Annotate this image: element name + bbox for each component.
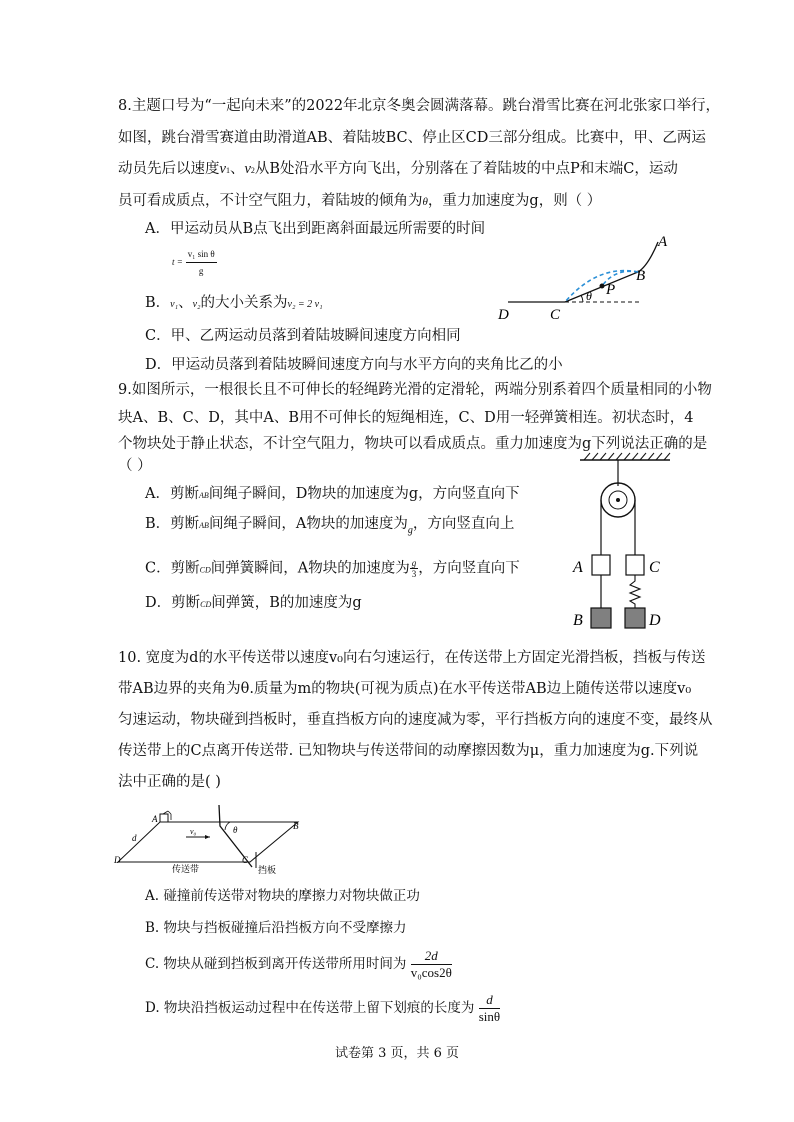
- q8-option-a-formula: t = $\frac{\text{v₁ sin θ}}{g}$: [172, 246, 217, 279]
- q9-line2: 块A、B、C、D，其中A、B用不可伸长的短绳相连，C、D用一轻弹簧相连。初状态时，4: [118, 410, 694, 426]
- label-C: C: [242, 855, 249, 865]
- ski-jump-diagram: [490, 228, 690, 326]
- q8-line2: 如图，跳台滑雪赛道由助滑道AB、着陆坡BC、停止区CD三部分组成。比赛中，甲、乙两运: [118, 130, 706, 146]
- q9-line3: 个物块处于静止状态，不计空气阻力，物块可以看成质点。重力加速度为g下列说法正确的是: [118, 436, 708, 452]
- q10-option-b: B. 物块与挡板碰撞后沿挡板方向不受摩擦力: [145, 920, 407, 936]
- q9-line4: （ ）: [118, 458, 152, 474]
- label-P: P: [606, 282, 616, 298]
- label-B: B: [293, 821, 299, 831]
- pulley-diagram: [560, 448, 690, 638]
- label-v0: v₀: [190, 827, 197, 836]
- q10-line2: 带AB边界的夹角为θ.质量为m的物块(可视为质点)在水平传送带AB边上随传送带以速度v₀: [118, 681, 692, 697]
- label-baffle: 挡板: [258, 865, 277, 875]
- conveyor-belt-diagram: [110, 800, 310, 878]
- label-d: d: [132, 833, 137, 843]
- label-B: B: [636, 268, 646, 284]
- label-theta: θ: [233, 825, 238, 835]
- q10-line3: 匀速运动，物块碰到挡板时，垂直挡板方向的速度减为零，平行挡板方向的速度不变，最终从: [118, 712, 713, 728]
- q8-line4: 员可看成质点，不计空气阻力，着陆坡的倾角为θ，重力加速度为g，则（ ）: [118, 193, 602, 209]
- q8-option-b: B．v₁、v₂的大小关系为v₂ = 2 v₁: [145, 295, 323, 311]
- q10-line5: 法中正确的是( ): [118, 774, 221, 790]
- q9-line1: 9.如图所示，一根很长且不可伸长的轻绳跨光滑的定滑轮，两端分别系着四个质量相同的小物: [118, 382, 712, 398]
- q9-option-d: D．剪断CD间弹簧，B的加速度为g: [145, 595, 362, 611]
- page-footer: 试卷第 3 页，共 6 页: [334, 1046, 460, 1061]
- label-C: C: [649, 559, 660, 576]
- label-theta: θ: [586, 289, 592, 303]
- q8-option-d: D．甲运动员落到着陆坡瞬间速度方向与水平方向的夹角比乙的小: [145, 357, 563, 373]
- q8-option-c: C．甲、乙两运动员落到着陆坡瞬间速度方向相同: [145, 328, 461, 344]
- label-A: A: [573, 559, 583, 576]
- label-A: A: [152, 814, 158, 824]
- q8-line3: 动员先后以速度v1、v2从B处沿水平方向飞出，分别落在了着陆坡的中点P和末端C，运动: [118, 161, 678, 177]
- q9-option-b: B．剪断AB间绳子瞬间，A物块的加速度为$_g$，方向竖直向上: [145, 516, 515, 536]
- label-belt: 传送带: [172, 864, 200, 874]
- label-D: D: [649, 612, 661, 629]
- q10-line4: 传送带上的C点离开传送带. 已知物块与传送带间的动摩擦因数为μ，重力加速度为g.下列说: [118, 743, 699, 759]
- label-D: D: [114, 855, 121, 865]
- q10-line1: 10. 宽度为d的水平传送带以速度v₀向右匀速运行，在传送带上方固定光滑挡板，挡板与传送: [118, 650, 706, 666]
- q8-option-a: A．甲运动员从B点飞出到距离斜面最远所需要的时间: [145, 221, 486, 237]
- label-B: B: [573, 612, 583, 629]
- q10-option-d: D. 物块沿挡板运动过程中在传送带上留下划痕的长度为 $\frac{d}{\sin\theta}$: [145, 992, 501, 1024]
- q9-option-a: A．剪断AB间绳子瞬间，D物块的加速度为g，方向竖直向下: [145, 486, 520, 502]
- q10-option-a: A. 碰撞前传送带对物块的摩擦力对物块做正功: [145, 888, 420, 904]
- label-C: C: [550, 307, 561, 323]
- q10-option-c: C. 物块从碰到挡板到离开传送带所用时间为 $\frac{2d}{\text{v₀cos2θ}}$: [145, 948, 452, 980]
- label-A: A: [658, 234, 668, 250]
- q9-option-c: C．剪断CD间弹簧瞬间，A物块的加速度为 $\frac{g}{3}$ ，方向竖直向下: [145, 558, 520, 579]
- q8-line1: 8.主题口号为“一起向未来”的2022年北京冬奥会圆满落幕。跳台滑雪比赛在河北张家口举行，: [118, 98, 721, 114]
- label-D: D: [498, 307, 509, 323]
